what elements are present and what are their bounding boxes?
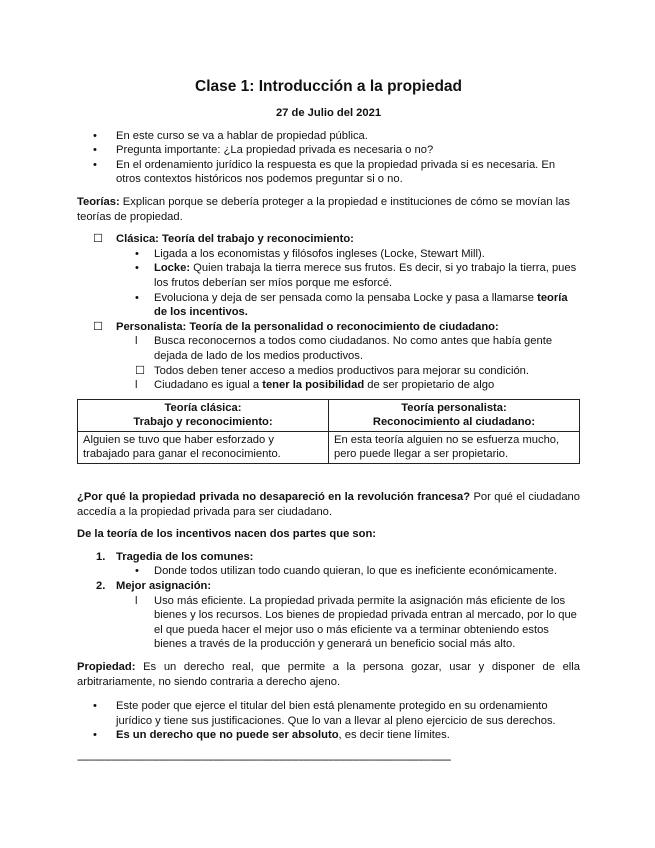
- table-row: [78, 431, 580, 463]
- intro-list: [77, 129, 580, 187]
- incentivos-heading: De la teoría de los incentivos nacen dos partes que son:: [77, 528, 377, 541]
- list-item: • En este curso se va a hablar de propiedad pública.: [93, 129, 368, 142]
- list-item: • Donde todos utilizan todo cuando quieran, lo que es ineficiente económicamente.: [135, 565, 558, 578]
- list-item: • Es un derecho que no puede ser absoluto, es decir tiene límites.: [93, 729, 450, 742]
- propiedad-paragraph: Propiedad: Es un derecho real, que permite a la persona gozar, usar y disponer de ella arbitrariamente, no siendo contraria a derecho ajeno.: [77, 661, 580, 688]
- bullet-icon: •: [93, 144, 97, 157]
- list-item: • Locke: Quien trabaja la tierra merece sus frutos. Es decir, si yo trabajo la tierra, pues los frutos deberían ser míos porque me esforcé.: [135, 262, 577, 289]
- personalista-sublist: [116, 334, 580, 392]
- sub-marker-icon: l: [135, 379, 138, 392]
- list-item: 2. Mejor asignación: l Uso más eficiente. La propiedad privada permite la asignación más eficiente de los bienes y los recursos. Los bienes de propiedad privada entran al mercado, por lo que el que pueda hacer el mejor uso o más eficiente va a terminar obteniendo estos bienes a través de la producción y generará un beneficio social más alto.: [77, 579, 580, 652]
- clasica-sublist: [116, 247, 580, 320]
- table-header-personalista: Teoría personalista: Reconocimiento al ciudadano:: [329, 399, 580, 431]
- list-item: • Ligada a los economistas y filósofos ingleses (Locke, Stewart Mill).: [135, 247, 485, 260]
- teorias-paragraph: Teorías: Explican porque se debería proteger a la propiedad e instituciones de cómo se movían las teorías de propiedad.: [77, 195, 570, 223]
- theories-list: [77, 232, 580, 393]
- list-item: l Uso más eficiente. La propiedad privada permite la asignación más eficiente de los bienes y los recursos. Los bienes de propiedad privada entran al mercado, por lo que el que pueda hacer el mejor uso o más eficiente va a terminar obteniendo estos bienes a través de la producción y generará un beneficio social más alto.: [135, 594, 577, 651]
- bullet-icon: •: [93, 729, 97, 742]
- clasica-heading: Clásica: Teoría del trabajo y reconocimiento:: [116, 233, 354, 246]
- list-item: • Evoluciona y deja de ser pensada como la pensaba Locke y pasa a llamarse teoría de los incentivos.: [135, 291, 568, 319]
- sub-marker-icon: l: [135, 594, 138, 607]
- bullet-icon: •: [93, 158, 97, 171]
- incentivos-list: [77, 550, 580, 652]
- document-page: [77, 78, 580, 768]
- personalista-heading: Personalista: Teoría de la personalidad o reconocimiento de ciudadano:: [116, 320, 499, 333]
- bullet-icon: •: [135, 247, 139, 260]
- list-item-clasica: [77, 232, 580, 320]
- bullet-icon: •: [135, 565, 139, 578]
- list-item: l Ciudadano es igual a tener la posibilidad de ser propietario de algo: [135, 379, 495, 392]
- bullet-icon: •: [93, 700, 97, 713]
- bullet-icon: •: [135, 291, 139, 304]
- checkbox-icon: ☐: [93, 233, 104, 246]
- bullet-icon: •: [93, 129, 97, 142]
- revolucion-paragraph: ¿Por qué la propiedad privada no desapareció en la revolución francesa? Por qué el ciudadano accedía a la propiedad privada para ser ciudadano.: [77, 491, 580, 518]
- table-cell: En esta teoría alguien no se esfuerza mucho, pero puede llegar a ser propietario.: [329, 431, 580, 463]
- checkbox-icon: ☐: [93, 320, 104, 333]
- comparison-table: [77, 399, 580, 464]
- list-item: l Busca reconocernos a todos como ciudadanos. No como antes que había gente dejada de lado de los medios productivos.: [135, 335, 553, 362]
- list-item: ☐ Todos deben tener acceso a medios productivos para mejorar su condición.: [135, 364, 529, 377]
- table-header-clasica: Teoría clásica: Trabajo y reconocimiento:: [78, 399, 329, 431]
- list-item: • Pregunta importante: ¿La propiedad privada es necesaria o no?: [93, 144, 434, 157]
- list-item: 1. Tragedia de los comunes: • Donde todos utilizan todo cuando quieran, lo que es ineficiente económicamente.: [77, 550, 580, 579]
- list-item: • Este poder que ejerce el titular del bien está plenamente protegido en su ordenamiento jurídico y tiene sus justificaciones. Que lo van a llevar al pleno ejercicio de sus derechos.: [93, 700, 556, 727]
- document-title: Clase 1: Introducción a la propiedad: [195, 78, 462, 95]
- checkbox-icon: ☐: [135, 364, 146, 377]
- table-row: [78, 399, 580, 431]
- list-item: • En el ordenamiento jurídico la respuesta es que la propiedad privada si es necesaria. En otros contextos históricos nos podemos preguntar si o no.: [93, 158, 556, 186]
- bullet-icon: •: [135, 262, 139, 275]
- table-cell: Alguien se tuvo que haber esforzado y trabajado para ganar el reconocimiento.: [78, 431, 329, 463]
- propiedad-list: [77, 699, 580, 743]
- section-separator: -----------------------------------------------------------------------------------------------------------------------------------------: [77, 753, 451, 766]
- document-date: 27 de Julio del 2021: [275, 107, 382, 119]
- sub-marker-icon: l: [135, 335, 138, 348]
- list-item-personalista: [77, 320, 580, 393]
